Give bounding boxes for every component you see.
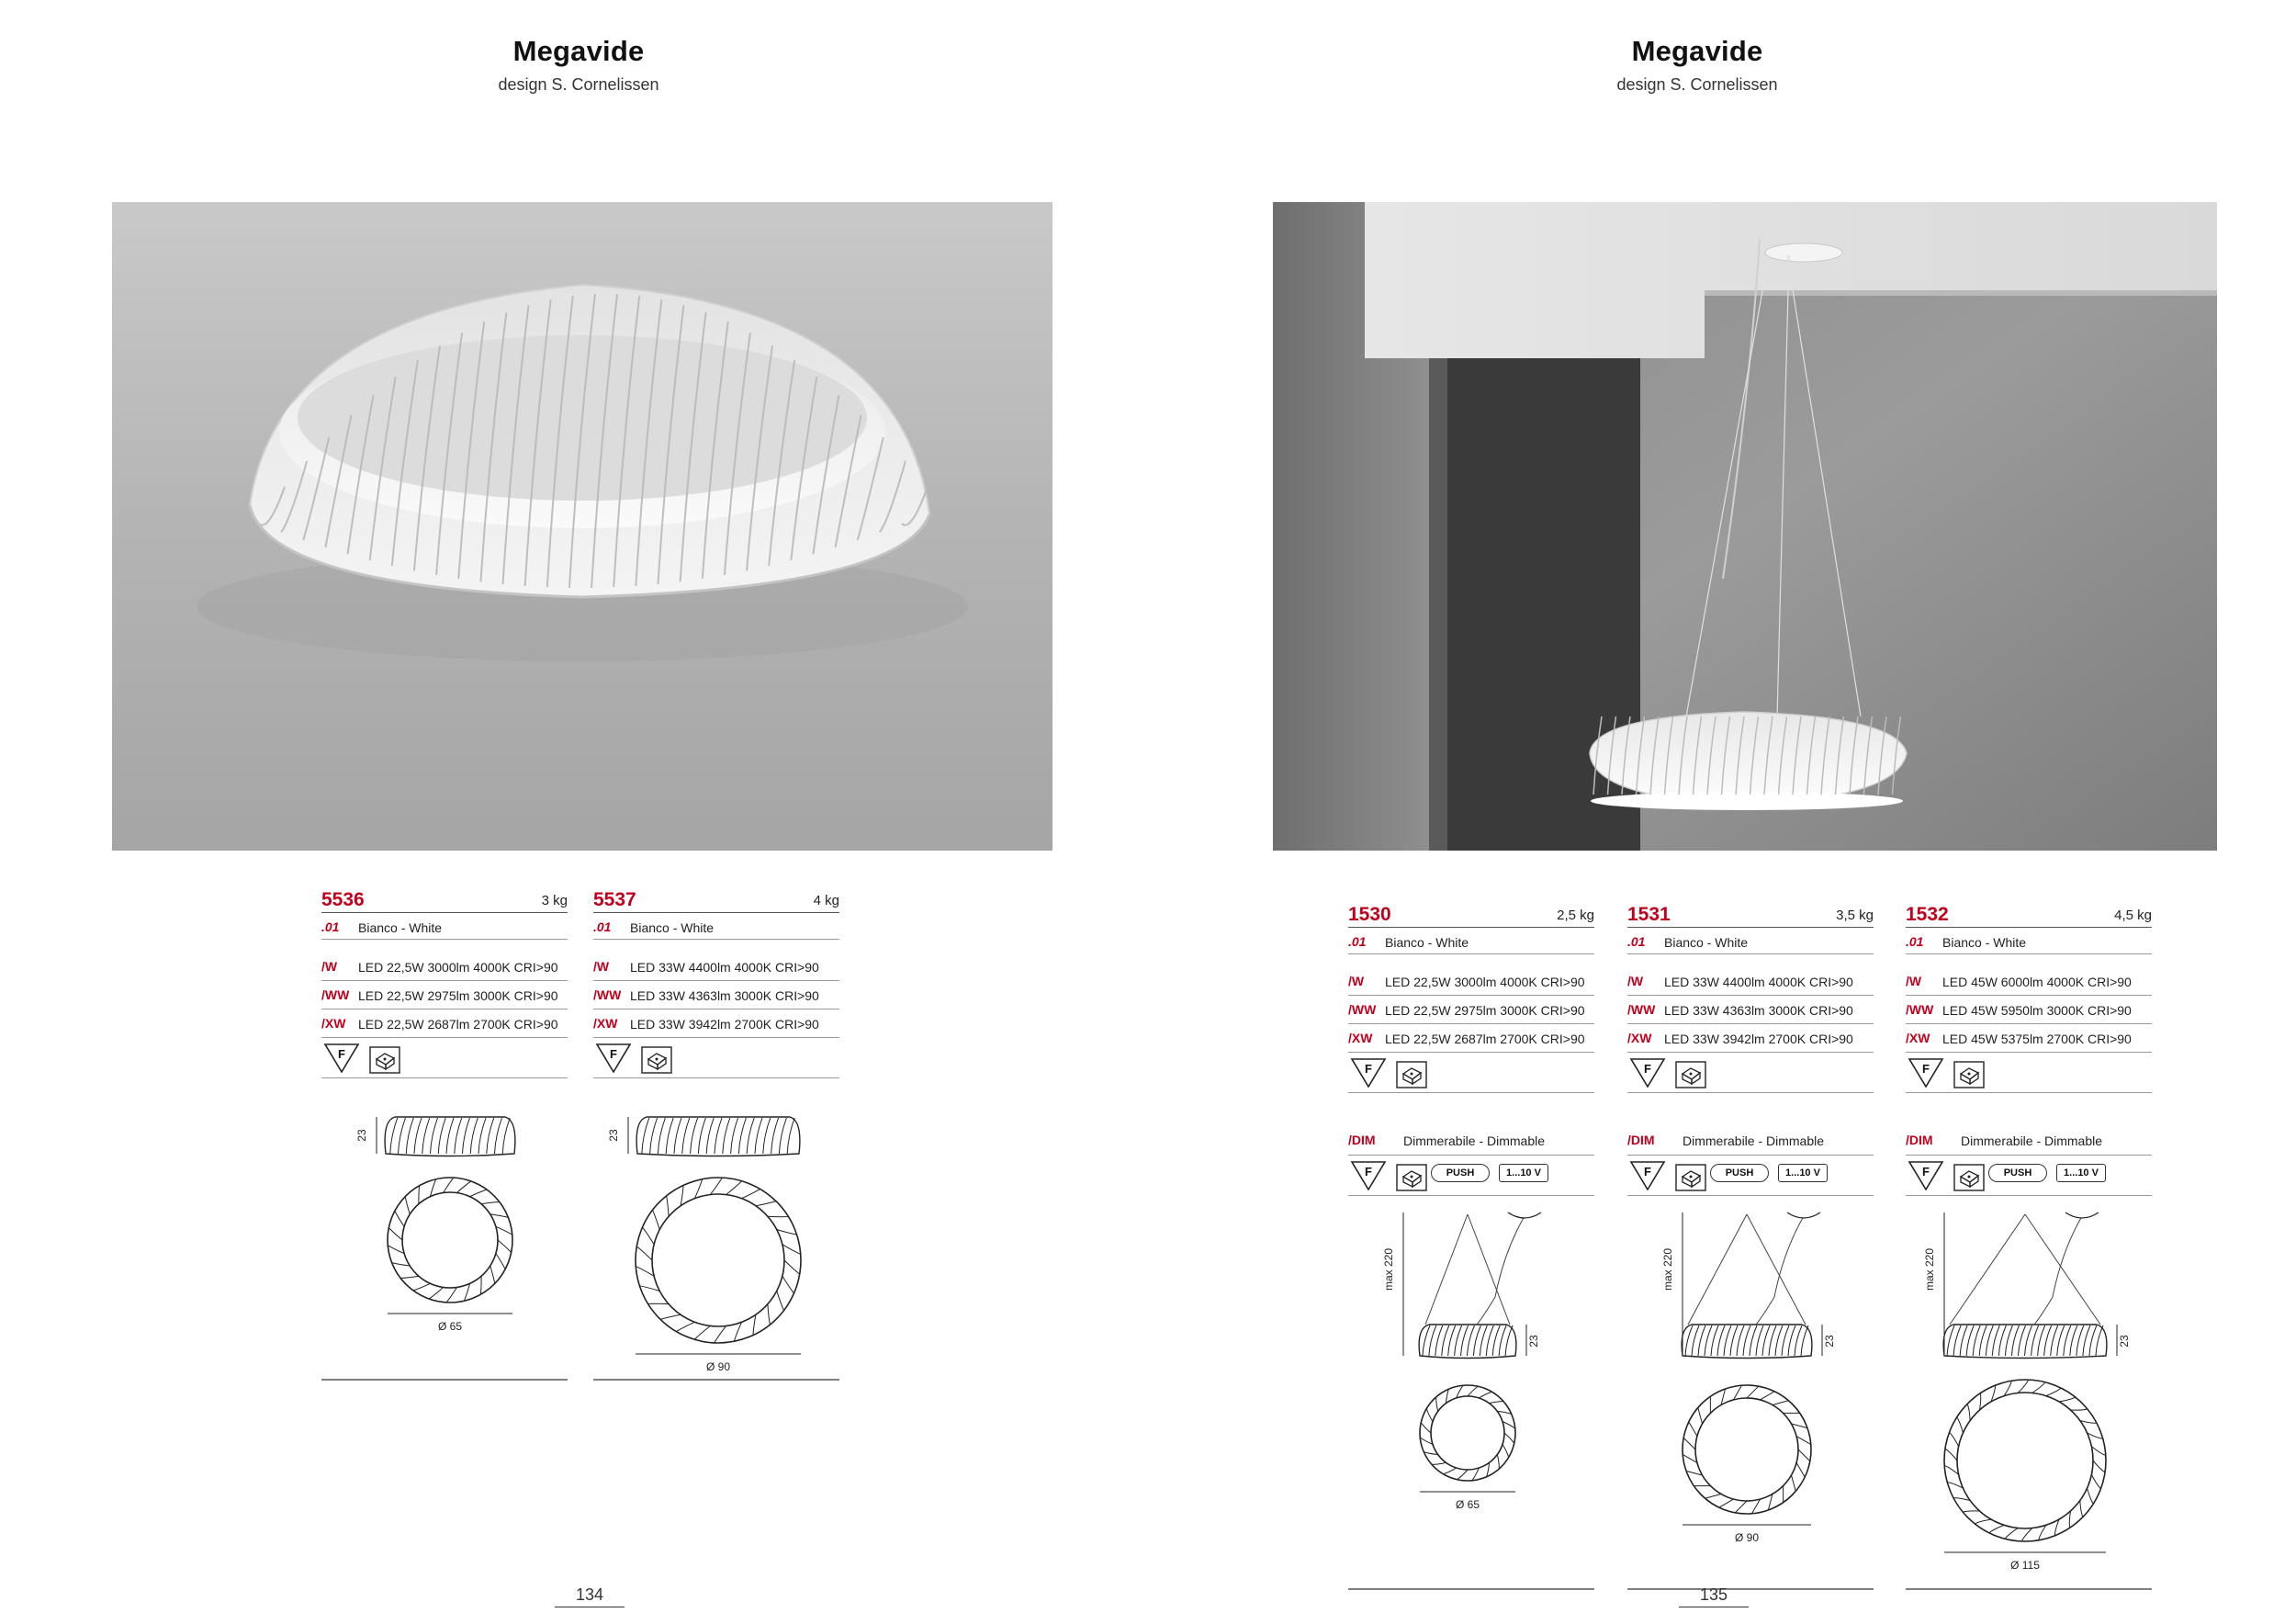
dim-suffix: /DIM (1348, 1133, 1376, 1147)
product-header (1627, 904, 1874, 928)
dim-label: Dimmerabile - Dimmable (1683, 1133, 1825, 1148)
f-mark-icon (1908, 1160, 1944, 1191)
svg-text:Ø 90: Ø 90 (1734, 1531, 1760, 1544)
variant-suffix: /W (593, 959, 610, 974)
variant-suffix: /WW (321, 987, 350, 1002)
certification-row (1627, 1053, 1874, 1093)
svg-text:F: F (1644, 1062, 1651, 1076)
f-mark-icon (595, 1043, 632, 1074)
svg-text:23: 23 (607, 1129, 620, 1142)
dimming-options-row (1906, 1156, 2152, 1196)
product-code: 1531 (1627, 904, 1671, 925)
variant-row (321, 953, 568, 981)
shade-top-view (1944, 1380, 2106, 1541)
voltage-dim-icon: 1...10 V (2056, 1164, 2106, 1182)
variant-row (1348, 1024, 1594, 1053)
svg-text:F: F (1365, 1062, 1372, 1076)
finish-label: Bianco - White (1385, 935, 1469, 950)
variant-spec: LED 45W 5375lm 2700K CRI>90 (1942, 1032, 2132, 1046)
variant-row (1906, 1024, 2152, 1053)
product-code: 5537 (593, 889, 636, 910)
finish-suffix: .01 (1627, 934, 1646, 949)
variant-row (1348, 996, 1594, 1024)
svg-text:F: F (1365, 1165, 1372, 1179)
finish-label: Bianco - White (1664, 935, 1749, 950)
f-mark-icon (1350, 1057, 1387, 1088)
driver-box-icon (1953, 1164, 1985, 1191)
variant-suffix: /W (1348, 974, 1365, 988)
driver-box-icon (1675, 1061, 1706, 1088)
product-card-1531 (1627, 904, 1874, 1591)
variant-suffix: /XW (1627, 1031, 1652, 1045)
variant-suffix: /WW (1348, 1002, 1377, 1017)
variant-spec: LED 45W 6000lm 4000K CRI>90 (1942, 975, 2132, 989)
variant-row (321, 981, 568, 1009)
driver-box-icon (1953, 1061, 1985, 1088)
variant-suffix: /WW (593, 987, 622, 1002)
f-mark-icon (323, 1043, 360, 1074)
variant-spec: LED 33W 4363lm 3000K CRI>90 (630, 988, 819, 1003)
finish-label: Bianco - White (630, 920, 715, 935)
product-card-1530 (1348, 904, 1594, 1591)
svg-text:23: 23 (355, 1129, 368, 1142)
variant-spec: LED 45W 5950lm 3000K CRI>90 (1942, 1003, 2132, 1018)
variant-row (1348, 967, 1594, 996)
shade-side-view (1943, 1325, 2107, 1359)
finish-label: Bianco - White (358, 920, 443, 935)
shade-top-view (1420, 1385, 1515, 1481)
svg-text:max 220: max 220 (1661, 1247, 1674, 1291)
f-mark-icon (1629, 1160, 1666, 1191)
svg-text:23: 23 (1823, 1335, 1836, 1348)
dimming-options-row (1627, 1156, 1874, 1196)
finish-label: Bianco - White (1942, 935, 2027, 950)
product-card-5536 (321, 889, 568, 1382)
push-dim-icon: PUSH (1431, 1164, 1490, 1182)
variant-spec: LED 22,5W 2975lm 3000K CRI>90 (1385, 1003, 1585, 1018)
variant-spec: LED 22,5W 2975lm 3000K CRI>90 (358, 988, 558, 1003)
variant-suffix: /W (1906, 974, 1922, 988)
f-mark-icon (1908, 1057, 1944, 1088)
shade-side-view (1419, 1325, 1516, 1359)
product-header (1348, 904, 1594, 928)
finish-row (321, 913, 568, 940)
dimmable-row (1348, 1126, 1594, 1156)
svg-text:Ø 115: Ø 115 (2010, 1559, 2040, 1572)
product-weight: 2,5 kg (1557, 908, 1594, 923)
f-mark-icon (1350, 1160, 1387, 1191)
product-header (593, 889, 839, 913)
finish-row (1906, 928, 2152, 954)
dimming-options-row (1348, 1156, 1594, 1196)
variant-suffix: /XW (1348, 1031, 1373, 1045)
variant-spec: LED 33W 3942lm 2700K CRI>90 (1664, 1032, 1853, 1046)
dim-label: Dimmerabile - Dimmable (1403, 1133, 1546, 1148)
certification-row (593, 1038, 839, 1078)
variant-row (1627, 996, 1874, 1024)
variant-suffix: /XW (593, 1016, 618, 1031)
variant-spec: LED 33W 3942lm 2700K CRI>90 (630, 1017, 819, 1032)
variant-row (1627, 1024, 1874, 1053)
dimmable-row (1906, 1126, 2152, 1156)
finish-row (1627, 928, 1874, 954)
shade-side-view (385, 1117, 515, 1156)
variant-suffix: /WW (1906, 1002, 1934, 1017)
ceiling-lamp-photo (112, 202, 1052, 851)
page-number: 134 (555, 1585, 625, 1607)
finish-suffix: .01 (593, 919, 612, 934)
variant-row (1627, 967, 1874, 996)
driver-box-icon (1396, 1164, 1427, 1191)
product-weight: 3 kg (541, 893, 568, 908)
shade-top-view (636, 1178, 801, 1343)
technical-drawing (1627, 1196, 1874, 1591)
variant-spec: LED 22,5W 3000lm 4000K CRI>90 (358, 960, 558, 975)
certification-row (1906, 1053, 2152, 1093)
certification-row (321, 1038, 568, 1078)
page-number: 135 (1679, 1585, 1749, 1607)
svg-text:F: F (610, 1047, 617, 1061)
driver-box-icon (1396, 1061, 1427, 1088)
variant-spec: LED 33W 4400lm 4000K CRI>90 (1664, 975, 1853, 989)
variant-spec: LED 22,5W 3000lm 4000K CRI>90 (1385, 975, 1585, 989)
shade-top-view (1683, 1385, 1811, 1514)
product-code: 1532 (1906, 904, 1949, 925)
variant-row (593, 953, 839, 981)
variant-suffix: /W (321, 959, 338, 974)
svg-text:23: 23 (2118, 1335, 2131, 1348)
svg-text:max 220: max 220 (1382, 1247, 1395, 1291)
technical-drawing (593, 1078, 839, 1382)
product-card-5537 (593, 889, 839, 1382)
product-card-1532 (1906, 904, 2152, 1591)
product-header (321, 889, 568, 913)
dim-suffix: /DIM (1906, 1133, 1933, 1147)
svg-text:F: F (1644, 1165, 1651, 1179)
variant-suffix: /XW (1906, 1031, 1930, 1045)
product-code: 5536 (321, 889, 365, 910)
svg-text:F: F (1922, 1165, 1930, 1179)
finish-row (593, 913, 839, 940)
push-dim-icon: PUSH (1988, 1164, 2047, 1182)
dim-label: Dimmerabile - Dimmable (1961, 1133, 2103, 1148)
left-page-header (303, 35, 854, 95)
svg-text:F: F (1922, 1062, 1930, 1076)
finish-suffix: .01 (1906, 934, 1924, 949)
f-mark-icon (1629, 1057, 1666, 1088)
variant-row (321, 1009, 568, 1038)
designer-credit: design S. Cornelissen (498, 75, 659, 94)
product-code: 1530 (1348, 904, 1391, 925)
variant-row (593, 1009, 839, 1038)
voltage-dim-icon: 1...10 V (1778, 1164, 1828, 1182)
product-weight: 4,5 kg (2114, 908, 2152, 923)
driver-box-icon (1675, 1164, 1706, 1191)
dimmable-row (1627, 1126, 1874, 1156)
dim-suffix: /DIM (1627, 1133, 1655, 1147)
right-page-header (1422, 35, 1973, 95)
finish-suffix: .01 (1348, 934, 1367, 949)
product-header (1906, 904, 2152, 928)
shade-top-view (388, 1178, 512, 1303)
page-title: Megavide (512, 35, 645, 67)
variant-spec: LED 33W 4363lm 3000K CRI>90 (1664, 1003, 1853, 1018)
shade-side-view (636, 1117, 800, 1156)
product-weight: 3,5 kg (1836, 908, 1874, 923)
finish-row (1348, 928, 1594, 954)
shade-side-view (1682, 1325, 1812, 1359)
svg-text:F: F (338, 1047, 345, 1061)
variant-row (593, 981, 839, 1009)
product-weight: 4 kg (813, 893, 839, 908)
finish-suffix: .01 (321, 919, 340, 934)
variant-suffix: /W (1627, 974, 1644, 988)
svg-text:Ø 65: Ø 65 (1455, 1498, 1480, 1511)
svg-text:Ø 90: Ø 90 (705, 1360, 731, 1373)
designer-credit: design S. Cornelissen (1616, 75, 1778, 94)
variant-row (1906, 996, 2152, 1024)
voltage-dim-icon: 1...10 V (1499, 1164, 1548, 1182)
driver-box-icon (641, 1046, 672, 1074)
push-dim-icon: PUSH (1710, 1164, 1769, 1182)
technical-drawing (1348, 1196, 1594, 1591)
pendant-lamp-photo (1273, 202, 2217, 851)
certification-row (1348, 1053, 1594, 1093)
variant-spec: LED 22,5W 2687lm 2700K CRI>90 (358, 1017, 558, 1032)
driver-box-icon (369, 1046, 400, 1074)
variant-suffix: /WW (1627, 1002, 1656, 1017)
variant-spec: LED 33W 4400lm 4000K CRI>90 (630, 960, 819, 975)
svg-text:Ø 65: Ø 65 (437, 1320, 463, 1333)
svg-text:23: 23 (1527, 1335, 1540, 1348)
variant-suffix: /XW (321, 1016, 346, 1031)
variant-row (1906, 967, 2152, 996)
svg-text:max 220: max 220 (1923, 1247, 1936, 1291)
variant-spec: LED 22,5W 2687lm 2700K CRI>90 (1385, 1032, 1585, 1046)
page-title: Megavide (1631, 35, 1763, 67)
technical-drawing (321, 1078, 568, 1382)
technical-drawing (1906, 1196, 2152, 1591)
